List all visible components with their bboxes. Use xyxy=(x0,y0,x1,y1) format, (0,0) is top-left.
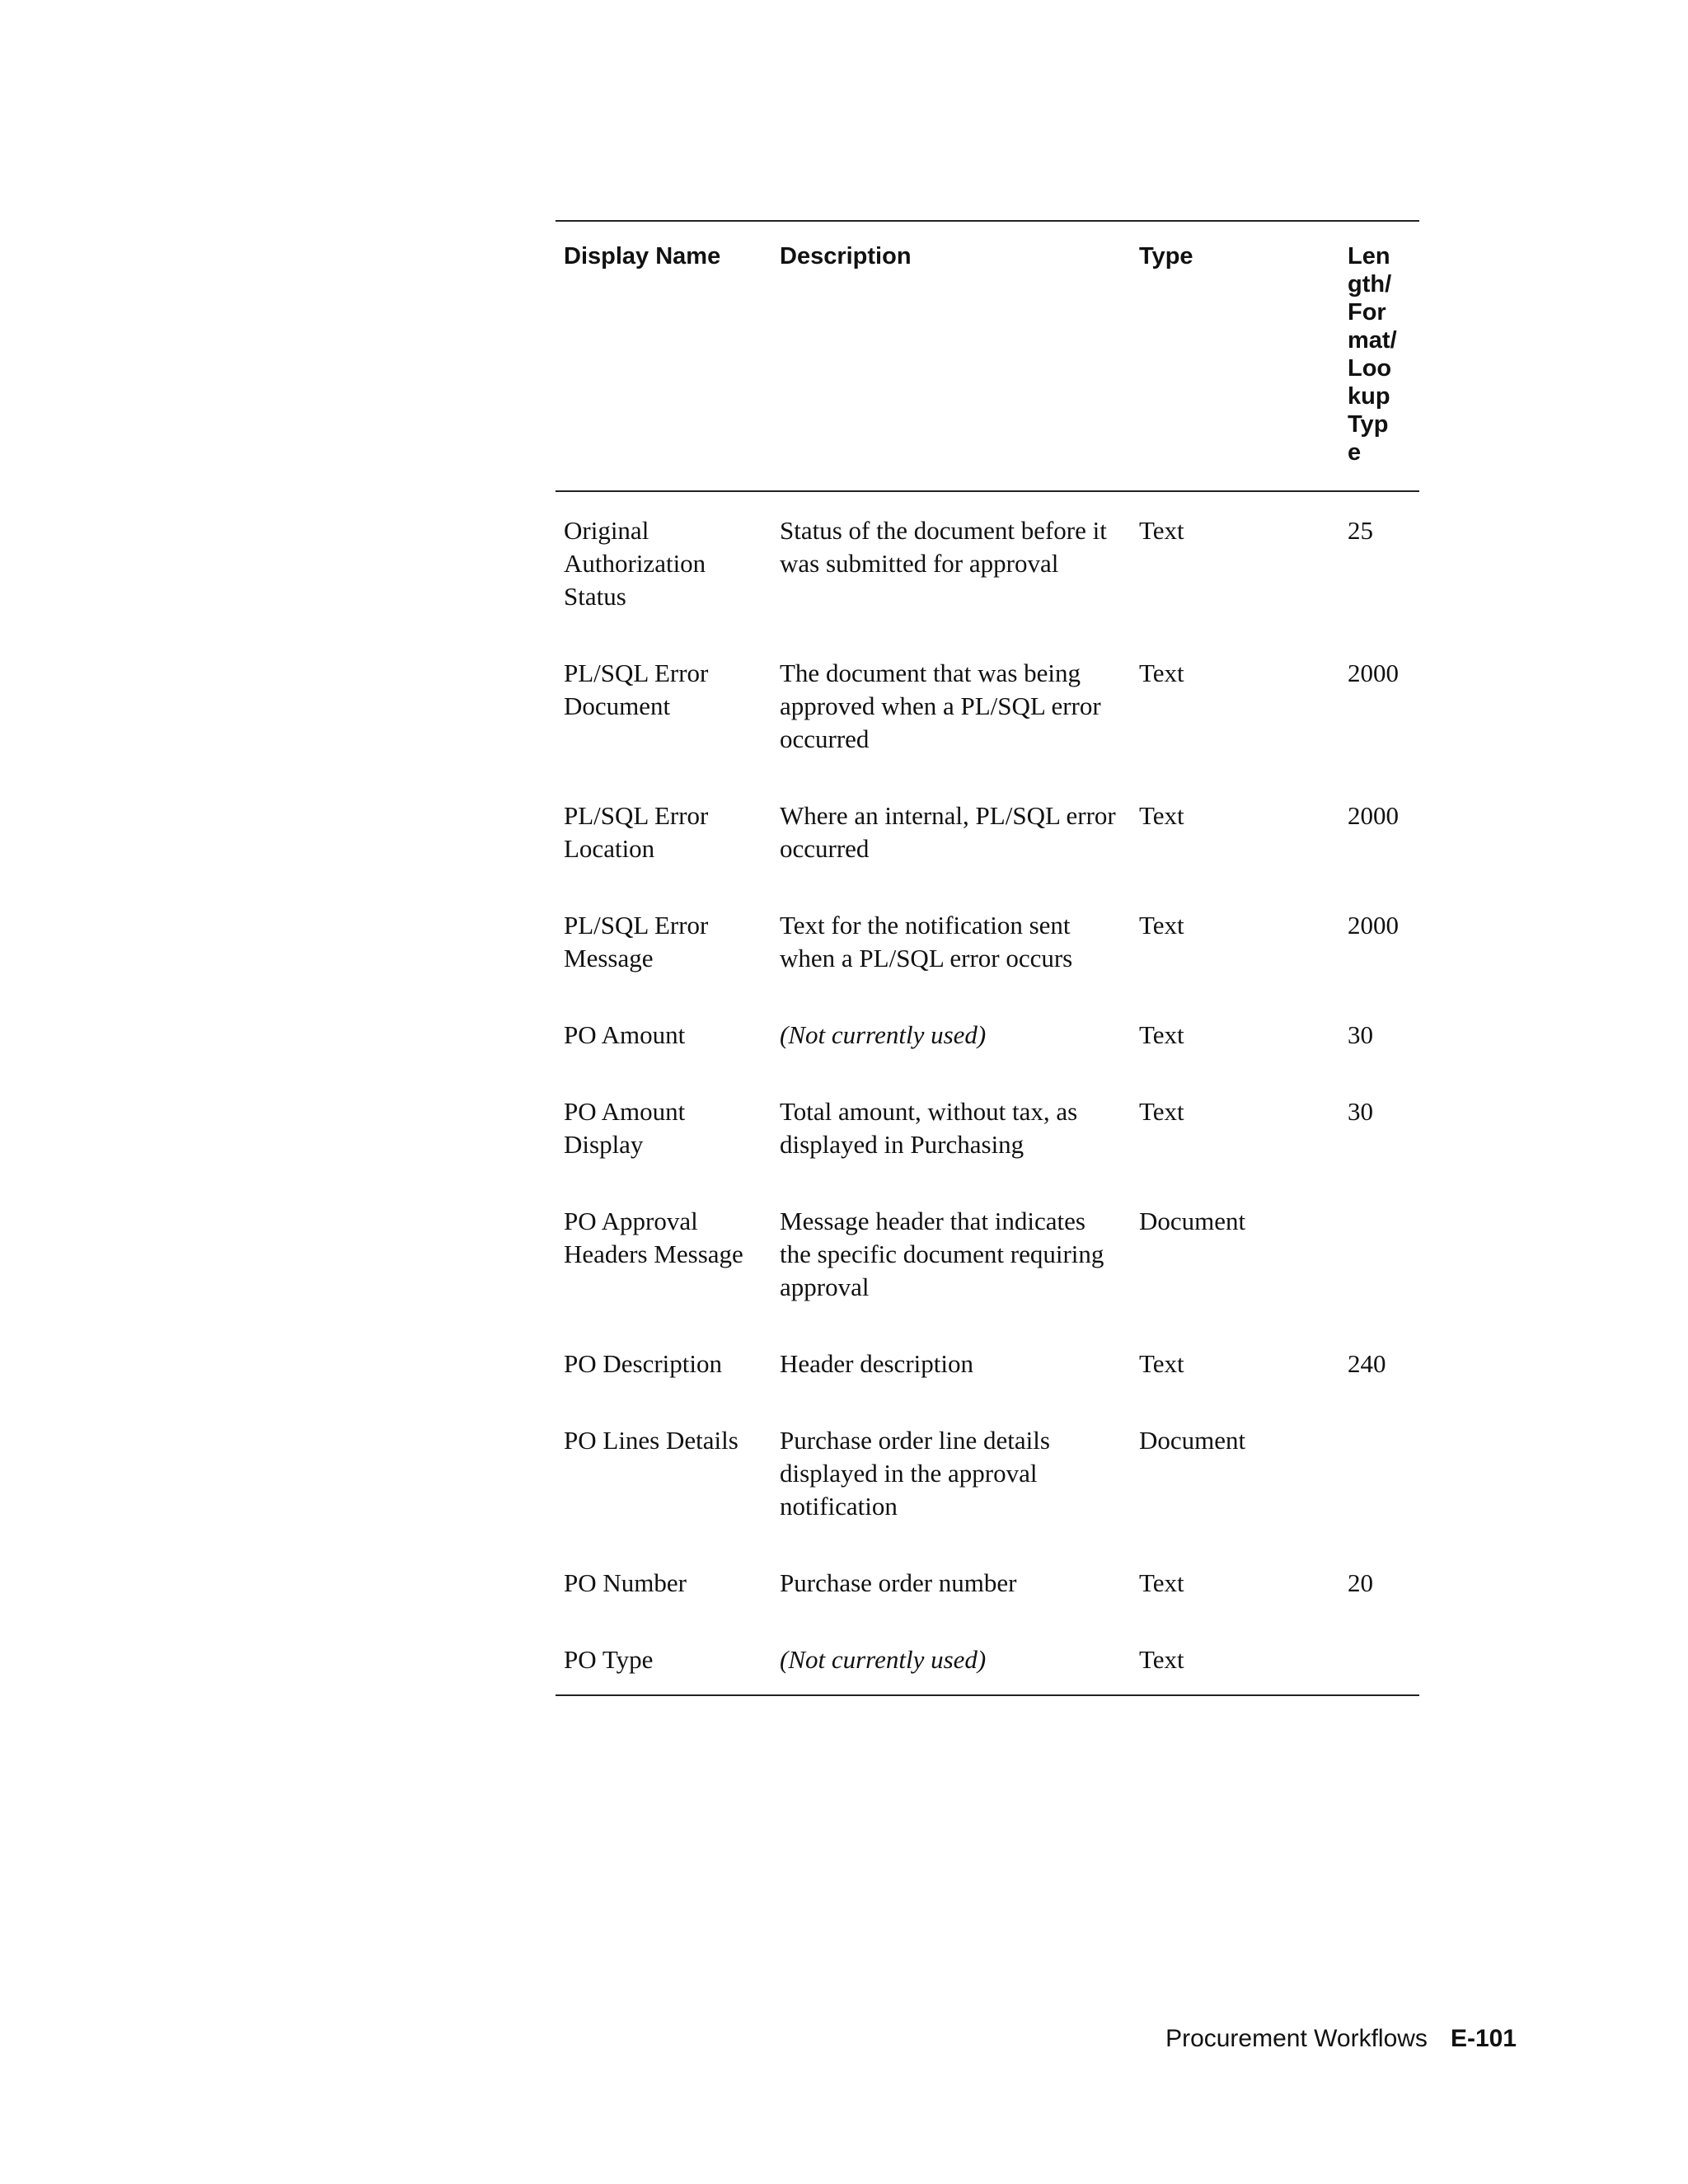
header-length-line: mat/ xyxy=(1348,327,1397,354)
cell-type: Document xyxy=(1139,1426,1246,1455)
cell-type: Text xyxy=(1139,1097,1184,1126)
cell-display-name: PO Lines Details xyxy=(564,1426,738,1455)
table-row xyxy=(556,491,1419,657)
table-row xyxy=(556,799,1419,909)
cell-type: Document xyxy=(1139,1207,1246,1235)
header-length-line: Typ xyxy=(1348,411,1389,438)
table-row xyxy=(556,1095,1419,1205)
cell-type: Text xyxy=(1139,1020,1184,1049)
header-length-line: kup xyxy=(1348,383,1390,410)
table-row xyxy=(556,1347,1419,1424)
header-length-line: Loo xyxy=(1348,355,1392,382)
cell-length xyxy=(1339,1643,1419,1695)
header-type: Type xyxy=(1139,243,1193,269)
cell-display-name: PL/SQL Error Location xyxy=(564,801,709,863)
table-row xyxy=(556,1019,1419,1095)
header-length-line: For xyxy=(1348,299,1386,326)
cell-length xyxy=(1339,1205,1419,1347)
cell-length: 30 xyxy=(1348,1097,1373,1126)
cell-type: Text xyxy=(1139,658,1184,687)
attributes-table xyxy=(556,220,1419,1696)
cell-description: Text for the notification sent when a PL/SQL error occurs xyxy=(780,911,1073,972)
cell-description: (Not currently used) xyxy=(780,1645,987,1674)
cell-display-name: PL/SQL Error Document xyxy=(564,658,709,720)
cell-length: 2000 xyxy=(1348,658,1399,687)
cell-length xyxy=(1339,1424,1419,1567)
header-length-line: gth/ xyxy=(1348,271,1392,298)
cell-description: (Not currently used) xyxy=(780,1020,987,1049)
cell-display-name: PO Description xyxy=(564,1349,723,1378)
cell-type: Text xyxy=(1139,1349,1184,1378)
header-length-line: Len xyxy=(1348,243,1390,269)
cell-type: Text xyxy=(1139,801,1184,830)
cell-type: Text xyxy=(1139,1645,1184,1674)
header-length-format-lookup-type xyxy=(1339,221,1419,491)
page-footer xyxy=(1165,2024,1517,2054)
cell-length: 240 xyxy=(1348,1349,1386,1378)
table-row xyxy=(556,657,1419,799)
cell-display-name: PO Type xyxy=(564,1645,654,1674)
cell-description: Status of the document before it was submitted for approval xyxy=(780,516,1107,578)
table-row xyxy=(556,909,1419,1019)
header-length-line: e xyxy=(1348,439,1362,466)
cell-length: 20 xyxy=(1348,1568,1373,1597)
cell-description: Total amount, without tax, as displayed in Purchasing xyxy=(780,1097,1078,1159)
cell-type: Text xyxy=(1139,1568,1184,1597)
cell-description: Message header that indicates the specific document requiring approval xyxy=(780,1207,1104,1301)
table-header-row xyxy=(556,221,1419,491)
cell-display-name: PO Number xyxy=(564,1568,687,1597)
table-row xyxy=(556,1205,1419,1347)
cell-description: Where an internal, PL/SQL error occurred xyxy=(780,801,1116,863)
cell-display-name: Original Authorization Status xyxy=(564,516,706,611)
cell-type: Text xyxy=(1139,516,1184,545)
table-row xyxy=(556,1567,1419,1643)
cell-display-name: PO Approval Headers Message xyxy=(564,1207,743,1268)
cell-display-name: PO Amount xyxy=(564,1020,686,1049)
cell-description: Header description xyxy=(780,1349,973,1378)
cell-type: Text xyxy=(1139,911,1184,940)
cell-display-name: PO Amount Display xyxy=(564,1097,686,1159)
header-display-name: Display Name xyxy=(564,243,721,269)
cell-description: The document that was being approved when a PL/SQL error occurred xyxy=(780,658,1101,753)
cell-length: 2000 xyxy=(1348,911,1399,940)
footer-chapter-title: Procurement Workflows xyxy=(1165,2025,1428,2052)
footer-page-number: E-101 xyxy=(1450,2025,1517,2052)
cell-length: 25 xyxy=(1348,516,1373,545)
table-row xyxy=(556,1643,1419,1695)
cell-description: Purchase order number xyxy=(780,1568,1017,1597)
cell-length: 30 xyxy=(1348,1020,1373,1049)
table-body xyxy=(556,491,1419,1695)
cell-length: 2000 xyxy=(1348,801,1399,830)
table-row xyxy=(556,1424,1419,1567)
table-header xyxy=(556,221,1419,491)
cell-description: Purchase order line details displayed in the approval notification xyxy=(780,1426,1050,1521)
header-description: Description xyxy=(780,243,912,269)
cell-display-name: PL/SQL Error Message xyxy=(564,911,709,972)
